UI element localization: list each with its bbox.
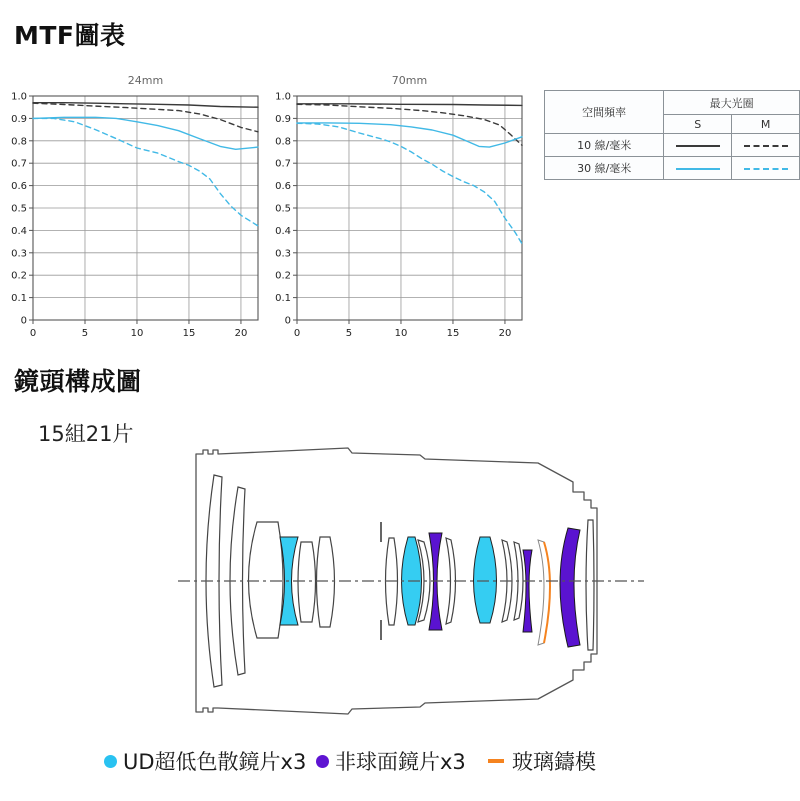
construction-section-title: 鏡頭構成圖 [14, 367, 142, 396]
svg-text:0.1: 0.1 [11, 293, 27, 305]
svg-text:15: 15 [446, 328, 460, 339]
svg-text:0.4: 0.4 [11, 225, 27, 237]
svg-text:0: 0 [284, 315, 291, 327]
dashed-black-line-sample [744, 145, 788, 147]
svg-text:15: 15 [182, 328, 196, 339]
aspherical-element-3 [560, 528, 580, 647]
svg-text:5: 5 [345, 328, 353, 339]
dashed-cyan-line-sample [744, 168, 788, 170]
sample-10lines-s [664, 134, 732, 157]
svg-text:0.2: 0.2 [11, 270, 27, 282]
ud-dot-icon [104, 755, 117, 768]
svg-text:0.5: 0.5 [11, 203, 27, 215]
svg-text:5: 5 [81, 328, 89, 339]
svg-text:0.1: 0.1 [275, 293, 291, 305]
column-s-header: S [664, 115, 732, 134]
svg-text:0.9: 0.9 [275, 113, 291, 125]
sample-30lines-s [664, 157, 732, 180]
svg-text:0.4: 0.4 [275, 225, 291, 237]
construction-spec: 15組21片 [38, 422, 134, 446]
svg-text:24mm: 24mm [127, 74, 164, 87]
max-aperture-header: 最大光圈 [664, 91, 800, 115]
svg-text:1.0: 1.0 [11, 91, 27, 103]
ud-legend-label: UD超低色散鏡片x3 [123, 750, 307, 774]
aspherical-dot-icon [316, 755, 329, 768]
svg-text:20: 20 [498, 328, 512, 339]
sample-10lines-m [732, 134, 800, 157]
lens-element-3 [249, 522, 284, 638]
row-10lines-label: 10 線/毫米 [545, 134, 664, 157]
svg-text:0.5: 0.5 [275, 203, 291, 215]
lens-element-5 [317, 537, 335, 627]
svg-text:0.7: 0.7 [11, 158, 27, 170]
legend-item-ud [104, 746, 306, 776]
legend-item-aspherical [316, 746, 466, 776]
svg-text:10: 10 [394, 328, 408, 339]
svg-text:10: 10 [130, 328, 144, 339]
svg-text:0.3: 0.3 [11, 248, 27, 260]
glass-molded-legend-label: 玻璃鑄模 [512, 750, 596, 774]
mtf-section-title: MTF圖表 [14, 21, 126, 50]
svg-text:0.8: 0.8 [275, 136, 291, 148]
svg-text:0.3: 0.3 [275, 248, 291, 260]
svg-text:1.0: 1.0 [275, 91, 291, 103]
row-30lines-label: 30 線/毫米 [545, 157, 664, 180]
spatial-frequency-header: 空間頻率 [545, 91, 664, 134]
svg-text:0.6: 0.6 [11, 181, 27, 193]
legend-item-glass-molded [488, 746, 596, 776]
lens-construction-diagram [170, 430, 650, 742]
svg-text:0: 0 [293, 328, 301, 339]
svg-text:0.2: 0.2 [275, 270, 291, 282]
solid-cyan-line-sample [676, 168, 720, 170]
mtf-chart-70mm [264, 68, 532, 350]
svg-text:0.7: 0.7 [275, 158, 291, 170]
glass-molded-dash-icon [488, 759, 504, 763]
column-m-header: M [732, 115, 800, 134]
mtf-chart-24mm [0, 68, 268, 350]
svg-text:0: 0 [20, 315, 27, 327]
sample-30lines-m [732, 157, 800, 180]
svg-text:0: 0 [29, 328, 37, 339]
svg-text:0.6: 0.6 [275, 181, 291, 193]
aspherical-element-2 [523, 550, 532, 632]
lens-element-4 [298, 542, 316, 622]
mtf-legend-table [544, 90, 800, 180]
svg-text:20: 20 [234, 328, 248, 339]
svg-text:0.8: 0.8 [11, 136, 27, 148]
svg-text:70mm: 70mm [391, 74, 428, 87]
svg-text:0.9: 0.9 [11, 113, 27, 125]
ud-element-3 [474, 537, 497, 623]
solid-black-line-sample [676, 145, 720, 147]
lens-element-11 [586, 520, 594, 650]
aspherical-legend-label: 非球面鏡片x3 [335, 750, 466, 774]
